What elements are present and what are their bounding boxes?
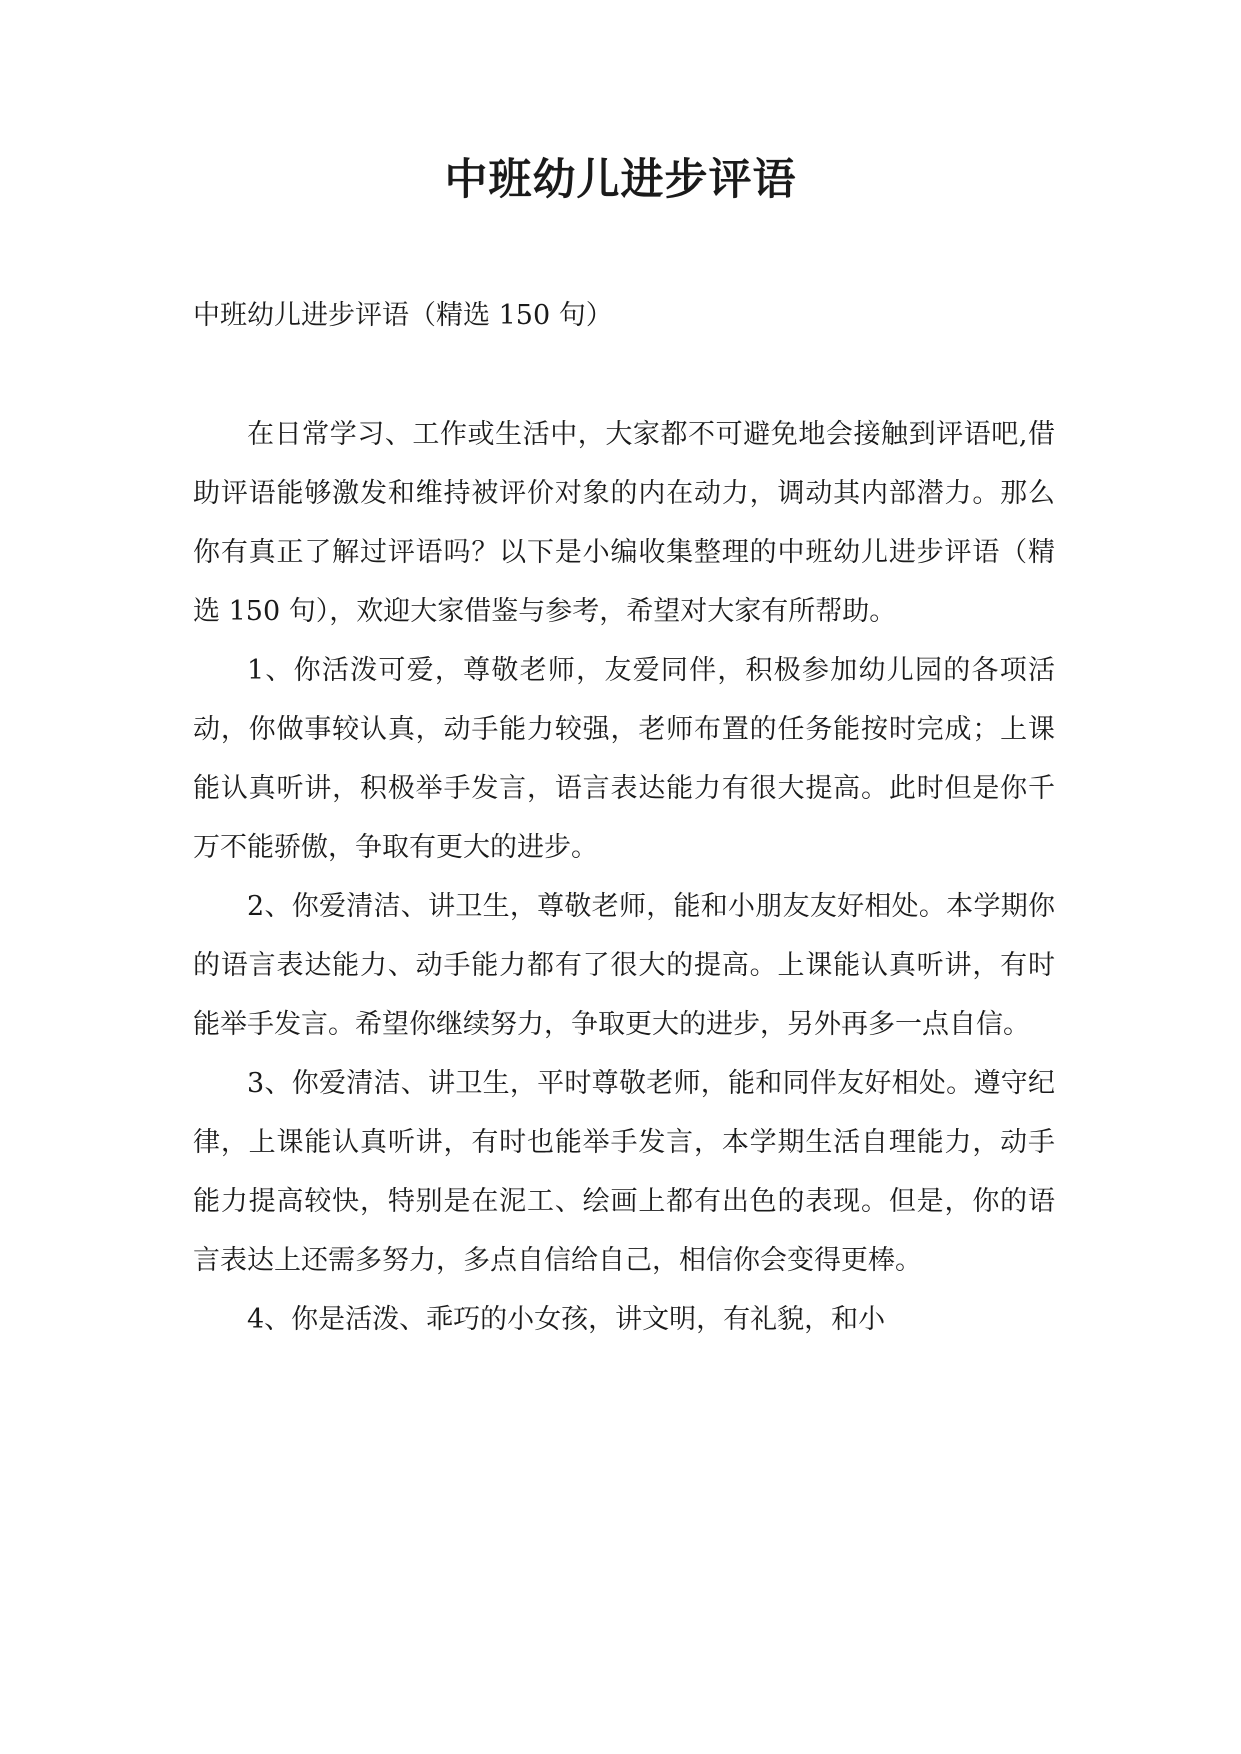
comment-paragraph-4: 4、你是活泼、乖巧的小女孩，讲文明，有礼貌，和小 [247, 1304, 886, 1335]
intro-paragraph: 在日常学习、工作或生活中，大家都不可避免地会接触到评语吧,借助评语能够激发和维持被评价对象的内在动力，调动其内部潜力。那么你有真正了解过评语吗？以下是小编收集整理的中班幼儿进步评语（精选 150 句），欢迎大家借鉴与参考，希望对大家有所帮助。 [193, 419, 1055, 627]
document-subtitle: 中班幼儿进步评语（精选 150 句） [193, 300, 613, 331]
comment-paragraph-2: 2、你爱清洁、讲卫生，尊敬老师，能和小朋友友好相处。本学期你的语言表达能力、动手能力都有了很大的提高。上课能认真听讲，有时能举手发言。希望你继续努力，争取更大的进步，另外再多一点自信。 [193, 891, 1055, 1040]
comment-paragraph-3: 3、你爱清洁、讲卫生，平时尊敬老师，能和同伴友好相处。遵守纪律，上课能认真听讲，有时也能举手发言，本学期生活自理能力，动手能力提高较快，特别是在泥工、绘画上都有出色的表现。但是，你的语言表达上还需多努力，多点自信给自己，相信你会变得更棒。 [193, 1068, 1055, 1276]
document-title: 中班幼儿进步评语 [444, 155, 797, 205]
comment-paragraph-1: 1、你活泼可爱，尊敬老师，友爱同伴，积极参加幼儿园的各项活动，你做事较认真，动手能力较强，老师布置的任务能按时完成；上课能认真听讲，积极举手发言，语言表达能力有很大提高。此时但是你千万不能骄傲，争取有更大的进步。 [193, 655, 1055, 863]
document-body [193, 405, 1055, 1349]
